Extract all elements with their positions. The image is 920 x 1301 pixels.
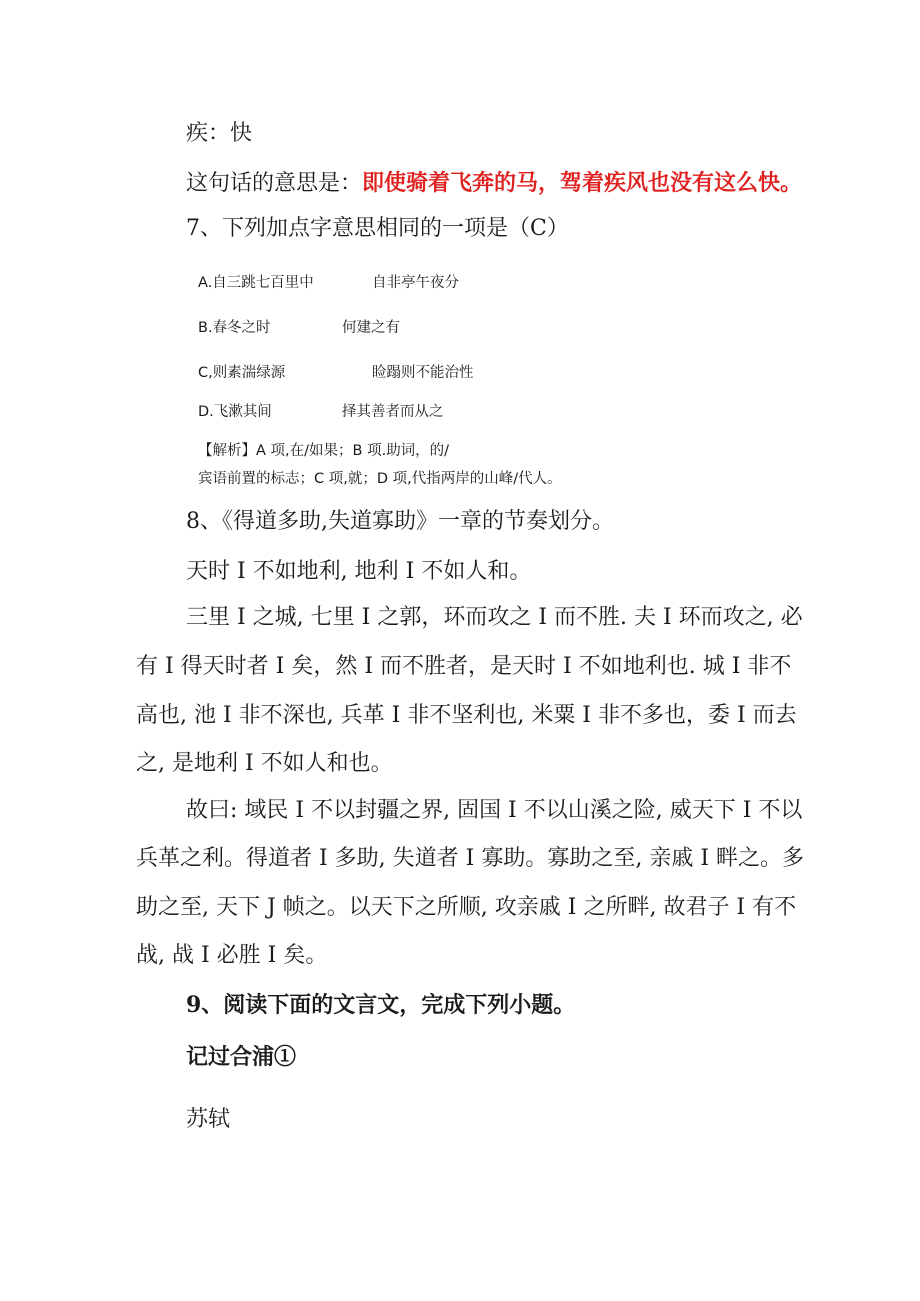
q7-option-b-right: 何建之有: [342, 320, 400, 336]
q7-analysis-line-2: 宾语前置的标志；C 项,就；D 项,代指两岸的山峰/代人。: [198, 471, 562, 487]
q7-option-b-left: B.春冬之时: [198, 320, 271, 336]
meaning-line: [186, 172, 802, 195]
q8-line-5: 之, 是地利 I 不如人和也。: [136, 751, 393, 776]
q7-analysis-line-1: 【解析】A 项,在/如果；B 项.助词，的/: [198, 443, 450, 459]
q7-option-c: [198, 365, 474, 381]
q8-line-4: 高也, 池 I 非不深也, 兵革 I 非不坚利也, 米粟 I 非不多也，委 I 而去: [136, 703, 797, 728]
q9-passage-title: 记过合浦①: [186, 1044, 297, 1070]
q8-line-8: 助之至, 天下 J 帧之。以天下之所顺, 攻亲戚 I 之所畔, 故君子 I 有不: [136, 895, 797, 920]
note-ji: 疾：快: [186, 121, 253, 146]
q9-author: 苏轼: [186, 1107, 231, 1132]
q7-option-b: [198, 320, 400, 336]
q7-option-d: [198, 404, 444, 420]
meaning-answer: 即使骑着飞奔的马，驾着疾风也没有这么快。: [362, 170, 803, 196]
q8-title: 8、《得道多助,失道寡助》一章的节奏划分。: [186, 509, 614, 534]
q8-line-2: 三里 I 之城, 七里 I 之郭，环而攻之 I 而不胜. 夫 I 环而攻之, 必: [186, 605, 803, 630]
q7-option-a-right: 自非亭午夜分: [372, 275, 459, 291]
q7-option-a-left: A.自三跳七百里中: [198, 275, 314, 291]
q8-line-1: 天时 I 不如地利, 地利 I 不如人和。: [186, 559, 532, 584]
q7-option-c-right: 睑蹋则不能治性: [372, 365, 474, 381]
meaning-prefix: 这句话的意思是：: [186, 171, 363, 196]
q8-line-9: 战, 战 I 必胜 I 矣。: [136, 943, 328, 968]
q7-option-a: [198, 275, 459, 291]
q8-line-3: 有 I 得天时者 I 矣，然 I 而不胜者，是天时 I 不如地利也. 城 I 非不: [136, 654, 792, 679]
q7-title: 7、下列加点字意思相同的一项是（C）: [186, 216, 569, 241]
q8-line-7: 兵革之利。得道者 I 多助, 失道者 I 寡助。寡助之至, 亲戚 I 畔之。多: [136, 846, 805, 871]
q9-title: 9、阅读下面的文言文，完成下列小题。: [186, 992, 576, 1018]
q7-option-d-right: 择其善者而从之: [342, 404, 444, 420]
q8-line-6: 故曰: 域民 I 不以封疆之界, 固国 I 不以山溪之险, 威天下 I 不以: [186, 798, 803, 823]
q7-option-c-left: C,则素湍绿源: [198, 365, 286, 381]
q7-option-d-left: D.飞漱其间: [198, 404, 272, 420]
